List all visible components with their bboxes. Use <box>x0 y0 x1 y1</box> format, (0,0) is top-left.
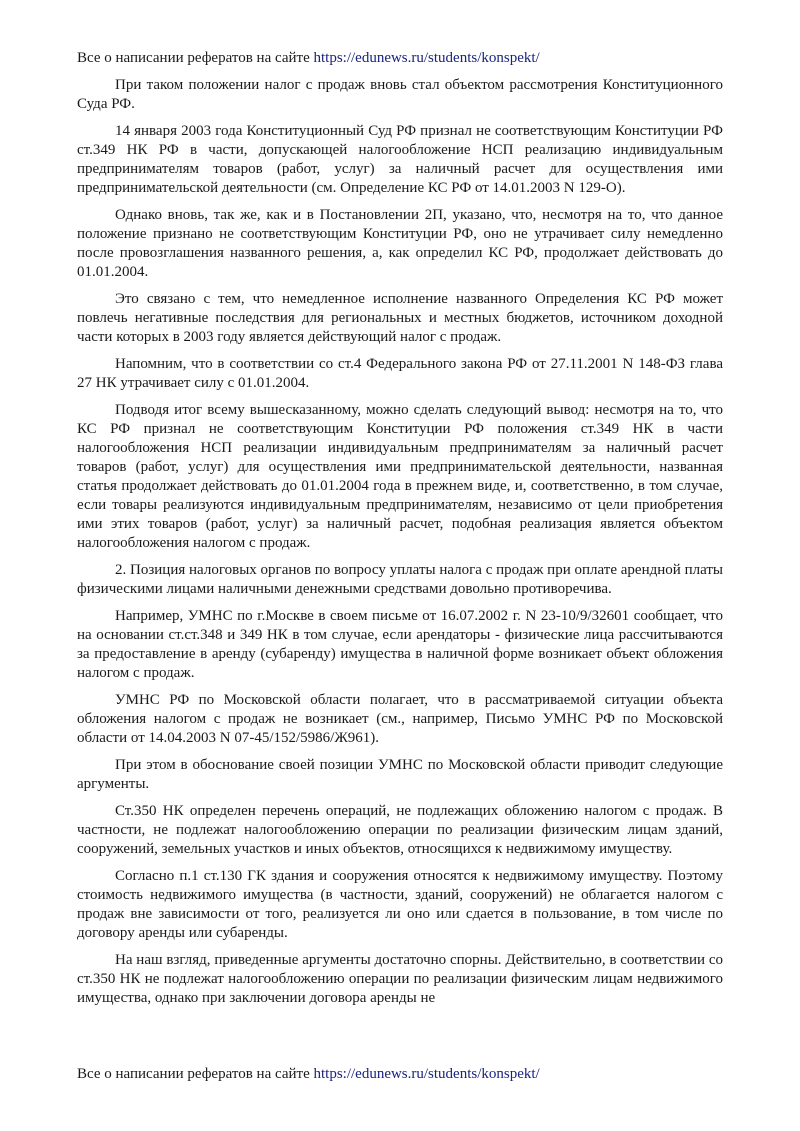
paragraph-9: УМНС РФ по Московской области полагает, что в рассматриваемой ситуации объекта обложения налогом с продаж не возникает (см., например, Письмо УМНС РФ по Московской области от 14.04.2003 N 07-45/152/5986/Ж961). <box>77 692 723 746</box>
header-link[interactable]: https://edunews.ru/students/konspekt/ <box>313 50 540 66</box>
paragraph-6: Подводя итог всему вышесказанному, можно сделать следующий вывод: несмотря на то, что КС РФ признал не соответствующим Конституции РФ положения ст.349 НК в части налогообложения НСП реализации индивидуальным предпринимателям за наличный расчет товаров (работ, услуг) для осуществления ими предпринимательской деятельности, названная статья продолжает действовать до 01.01.2004 года в прежнем виде, и, соответственно, в том случае, если товары реализуются индивидуальным предпринимателям, независимо от цели приобретения ими этих товаров (работ, услуг) за наличный расчет, подобная реализация является объектом налогообложения налогом с продаж. <box>77 402 723 551</box>
page-footer <box>77 1064 540 1084</box>
paragraph-5: Напомним, что в соответствии со ст.4 Федерального закона РФ от 27.11.2001 N 148-ФЗ глава 27 НК утрачивает силу с 01.01.2004. <box>77 356 723 391</box>
footer-link[interactable]: https://edunews.ru/students/konspekt/ <box>313 1066 540 1082</box>
paragraph-7: 2. Позиция налоговых органов по вопросу уплаты налога с продаж при оплате арендной платы физическими лицами наличными денежными средствами довольно противоречива. <box>77 562 723 597</box>
footer-text: Все о написании рефератов на сайте <box>77 1066 314 1082</box>
paragraph-13: На наш взгляд, приведенные аргументы достаточно спорны. Действительно, в соответствии со ст.350 НК не подлежат налогообложению операции по реализации физическим лицам недвижимого имущества, однако при заключении договора аренды не <box>77 952 723 1006</box>
paragraph-1: При таком положении налог с продаж вновь стал объектом рассмотрения Конституционного Суда РФ. <box>77 77 723 112</box>
document-body <box>77 76 723 1016</box>
paragraph-12: Согласно п.1 ст.130 ГК здания и сооружения относятся к недвижимому имуществу. Поэтому стоимость недвижимого имущества (в частности, зданий, сооружений) не облагается налогом с продаж вне зависимости от того, реализуется ли оно или сдается в пользование, в том числе по договору аренды или субаренды. <box>77 868 723 941</box>
paragraph-8: Например, УМНС по г.Москве в своем письме от 16.07.2002 г. N 23-10/9/32601 сообщает, что на основании ст.ст.348 и 349 НК в том случае, если арендаторы - физические лица рассчитываются за предоставление в аренду (субаренду) имущества в наличной форме возникает объект обложения налогом с продаж. <box>77 608 723 681</box>
paragraph-11: Ст.350 НК определен перечень операций, не подлежащих обложению налогом с продаж. В частности, не подлежат налогообложению операции по реализации физическим лицам зданий, сооружений, земельных участков и иных объектов, относящихся к недвижимому имуществу. <box>77 803 723 857</box>
paragraph-10: При этом в обоснование своей позиции УМНС по Московской области приводит следующие аргументы. <box>77 757 723 792</box>
header-text: Все о написании рефератов на сайте <box>77 50 314 66</box>
paragraph-3: Однако вновь, так же, как и в Постановлении 2П, указано, что, несмотря на то, что данное положение признано не соответствующим Конституции РФ, оно не утрачивает силу немедленно после провозглашения названного решения, а, как определил КС РФ, продолжает действовать до 01.01.2004. <box>77 207 723 280</box>
page-header <box>77 48 540 68</box>
paragraph-2: 14 января 2003 года Конституционный Суд РФ признал не соответствующим Конституции РФ ст.349 НК РФ в части, допускающей налогообложение НСП реализацию индивидуальным предпринимателям товаров (работ, услуг) за наличный расчет для осуществления ими предпринимательской деятельности (см. Определение КС РФ от 14.01.2003 N 129-О). <box>77 123 723 196</box>
paragraph-4: Это связано с тем, что немедленное исполнение названного Определения КС РФ может повлечь негативные последствия для региональных и местных бюджетов, источником доходной части которых в 2003 году является действующий налог с продаж. <box>77 291 723 345</box>
